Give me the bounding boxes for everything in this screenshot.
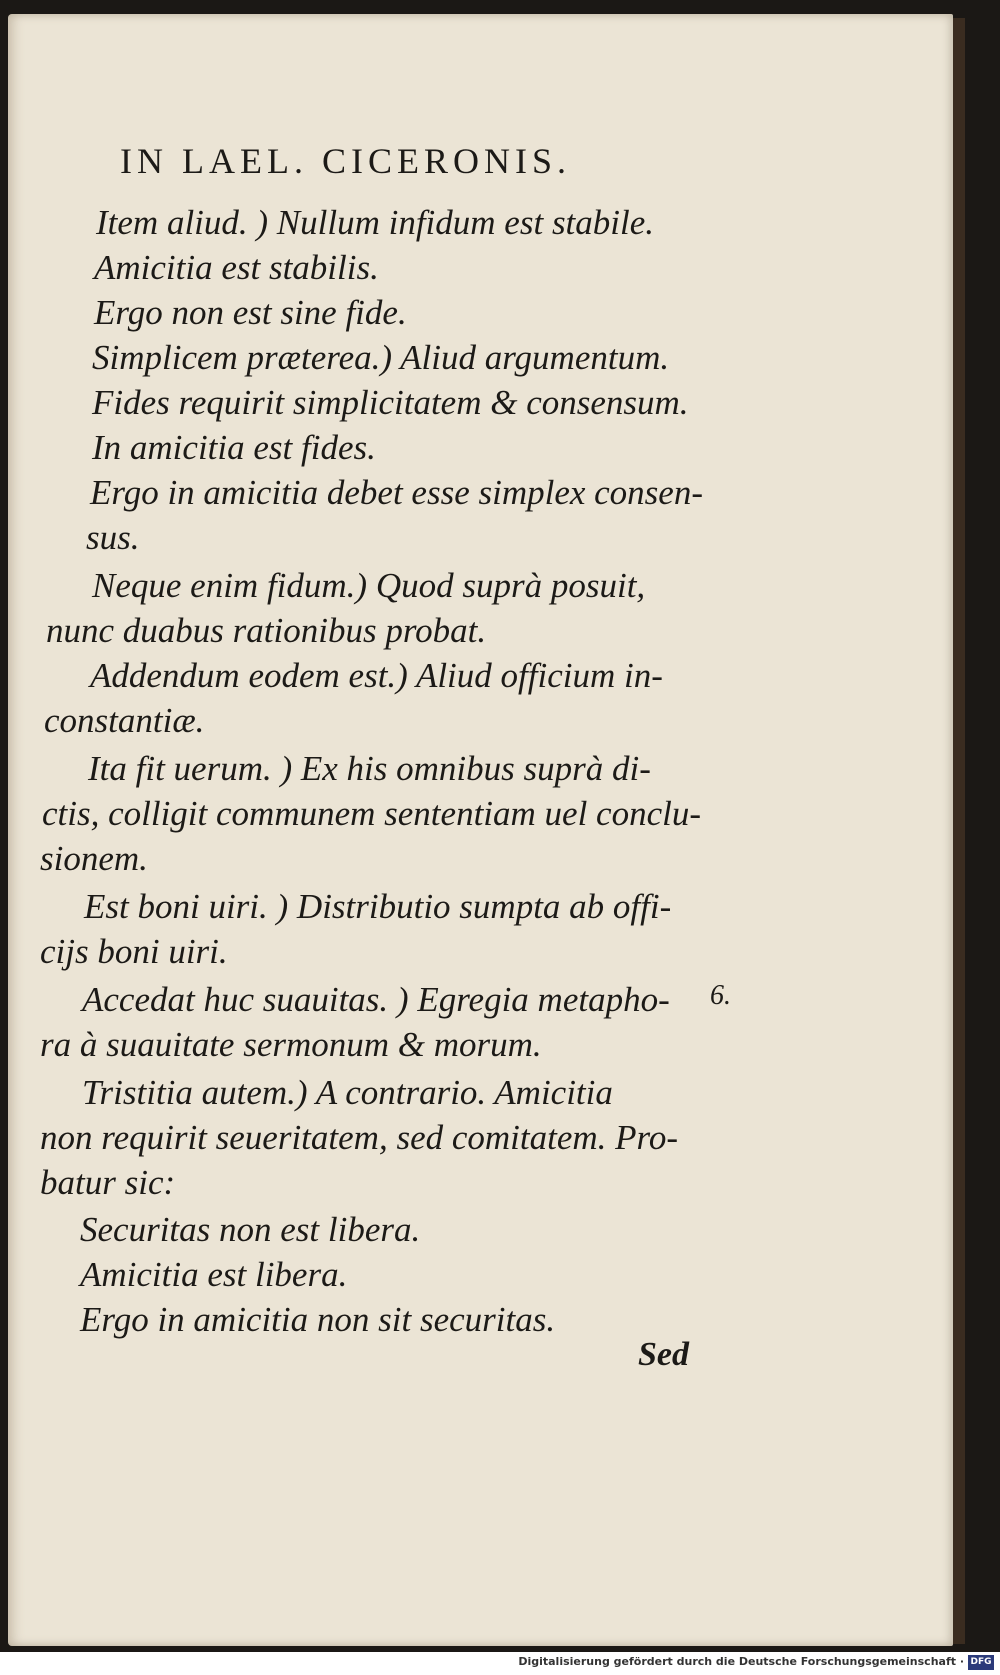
text-line: non requirit seueritatem, sed comitatem. Pro-: [40, 1118, 678, 1157]
marginal-note: 6.: [710, 980, 731, 1011]
text-line: Neque enim fidum.) Quod suprà posuit,: [92, 566, 646, 605]
text-line: ra à suauitate sermonum & morum.: [40, 1025, 542, 1064]
text-line: cijs boni uiri.: [40, 932, 228, 971]
text-line: Ergo non est sine fide.: [94, 293, 407, 332]
text-line: Securitas non est libera.: [80, 1210, 421, 1249]
text-line: sus.: [86, 518, 140, 557]
text-line: Fides requirit simplicitatem & consensum.: [92, 383, 689, 422]
page-edge: [953, 18, 965, 1644]
catchword: Sed: [638, 1336, 689, 1373]
footer-bar: [0, 1652, 1000, 1675]
text-line: constantiæ.: [44, 701, 205, 740]
dfg-logo: DFG: [968, 1655, 994, 1670]
text-line: Tristitia autem.) A contrario. Amicitia: [82, 1073, 613, 1112]
text-line: nunc duabus rationibus probat.: [46, 611, 487, 650]
digitization-credit: Digitalisierung gefördert durch die Deutsche Forschungsgemeinschaft ·: [518, 1655, 964, 1668]
text-line: Simplicem præterea.) Aliud argumentum.: [92, 338, 670, 377]
text-line: Amicitia est stabilis.: [94, 248, 379, 287]
running-header: IN LAEL. CICERONIS.: [120, 141, 571, 181]
text-line: sionem.: [40, 839, 148, 878]
text-line: ctis, colligit communem sententiam uel conclu-: [42, 794, 702, 833]
text-line: In amicitia est fides.: [92, 428, 376, 467]
text-line: batur sic:: [40, 1163, 176, 1202]
text-line: Ergo in amicitia debet esse simplex consen-: [90, 473, 703, 512]
text-line: Ita fit uerum. ) Ex his omnibus suprà di-: [88, 749, 651, 788]
text-line: Accedat huc suauitas. ) Egregia metapho-: [82, 980, 670, 1019]
text-line: Est boni uiri. ) Distributio sumpta ab offi-: [84, 887, 672, 926]
text-line: Item aliud. ) Nullum infidum est stabile.: [96, 203, 655, 242]
text-line: Ergo in amicitia non sit securitas.: [80, 1300, 556, 1339]
text-line: Amicitia est libera.: [80, 1255, 348, 1294]
text-line: Addendum eodem est.) Aliud officium in-: [90, 656, 663, 695]
